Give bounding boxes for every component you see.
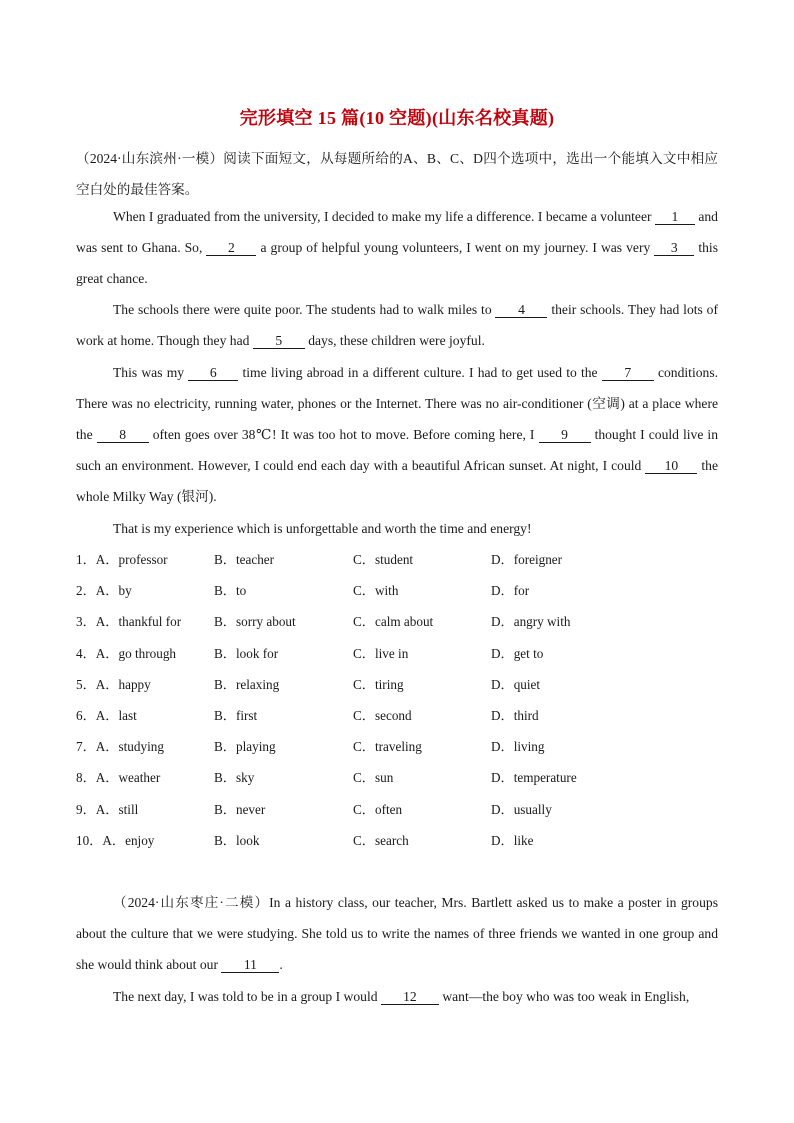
option-a: A．go through bbox=[95, 645, 177, 661]
option-d: D．quiet bbox=[491, 676, 541, 692]
passage1-paragraph-4: That is my experience which is unforgettable and worth the time and energy! bbox=[113, 521, 532, 536]
option-d: D．for bbox=[491, 583, 530, 599]
option-b: B．never bbox=[214, 801, 266, 817]
option-c: C．with bbox=[353, 583, 399, 599]
option-a: A．thankful for bbox=[95, 614, 182, 630]
option-d: D．get to bbox=[491, 645, 544, 661]
option-b: B．to bbox=[214, 583, 247, 599]
option-d: D．third bbox=[491, 707, 539, 723]
option-a: A．still bbox=[95, 801, 139, 817]
blank-5: 5 bbox=[253, 333, 305, 349]
blank-3: 3 bbox=[654, 240, 694, 256]
document-title: 完形填空 15 篇(10 空题)(山东名校真题) bbox=[239, 108, 555, 128]
question-row: 6．A．last B．first C．second D．third bbox=[76, 700, 718, 731]
option-b: B．relaxing bbox=[214, 676, 280, 692]
option-d: D．foreigner bbox=[491, 552, 563, 567]
option-d: D．temperature bbox=[491, 770, 577, 786]
option-c: C．tiring bbox=[353, 676, 404, 692]
passage1-paragraph-1: When I graduated from the university, I decided to make my life a difference. I became a volunteer 1 and was sent to Ghana. So, 2 a group of helpful young volunteers, I went on my journey. I was very 3 this great chance. bbox=[76, 209, 718, 286]
option-d: D．like bbox=[491, 832, 534, 848]
option-c: C．live in bbox=[353, 645, 409, 661]
blank-7: 7 bbox=[602, 365, 654, 381]
question-row: 3．A．thankful for B．sorry about C．calm about D．angry with bbox=[76, 606, 718, 637]
option-d: D．usually bbox=[491, 801, 552, 817]
question-row: 4．A．go through B．look for C．live in D．get to bbox=[76, 638, 718, 669]
passage2-paragraph-1: （2024·山东枣庄·二模）In a history class, our teacher, Mrs. Bartlett asked us to make a poster in groups about the culture that we were studying. She told us to write the names of three friends we wanted in one group and she would think about our 11 . bbox=[76, 895, 718, 972]
option-c: C．calm about bbox=[353, 614, 434, 630]
option-a: A．studying bbox=[95, 739, 164, 755]
passage2-paragraph-2: The next day, I was told to be in a group I would 12 want—the boy who was too weak in English, bbox=[113, 989, 690, 1004]
option-c: C．search bbox=[353, 832, 409, 848]
option-c: C．sun bbox=[353, 770, 394, 786]
option-a: A．last bbox=[95, 707, 137, 723]
blank-11: 11 bbox=[221, 957, 279, 973]
option-a: A．by bbox=[95, 583, 132, 599]
option-b: B．sky bbox=[214, 770, 255, 786]
question-row: 8．A．weather B．sky C．sun D．temperature bbox=[76, 762, 718, 793]
blank-2: 2 bbox=[206, 240, 256, 256]
blank-1: 1 bbox=[655, 209, 695, 225]
blank-6: 6 bbox=[188, 365, 238, 381]
option-c: C．often bbox=[353, 801, 403, 817]
option-a: A．enjoy bbox=[102, 832, 155, 848]
option-c: C．traveling bbox=[353, 739, 422, 755]
passage1-paragraph-3: This was my 6 time living abroad in a different culture. I had to get used to the 7 conditions. There was no electricity, running water, phones or the Internet. There was no air-conditioner (空调) at a place where the 8 often goes over 38℃! It was too hot to move. Before coming here, I 9 thought I could live in such an environment. However, I could end each day with a beautiful African sunset. At night, I could 10 the whole Milky Way (银河). bbox=[76, 365, 719, 504]
option-b: B．teacher bbox=[214, 552, 275, 567]
option-b: B．look bbox=[214, 832, 260, 848]
option-c: C．second bbox=[353, 707, 412, 723]
option-a: A．professor bbox=[95, 552, 168, 567]
option-b: B．playing bbox=[214, 739, 276, 755]
option-b: B．look for bbox=[214, 645, 279, 661]
question-row: 5．A．happy B．relaxing C．tiring D．quiet bbox=[76, 669, 718, 700]
option-d: D．living bbox=[491, 739, 545, 755]
blank-4: 4 bbox=[495, 302, 547, 318]
passage1-instructions: （2024·山东滨州·一模）阅读下面短文，从每题所给的A、B、C、D四个选项中，选出一个能填入文中相应空白处的最佳答案。 bbox=[76, 151, 718, 197]
blank-9: 9 bbox=[539, 427, 591, 443]
option-b: B．first bbox=[214, 707, 258, 723]
question-row: 2．A．by B．to C．with D．for bbox=[76, 575, 718, 606]
question-row: 9．A．still B．never C．often D．usually bbox=[76, 794, 718, 825]
option-b: B．sorry about bbox=[214, 614, 296, 630]
option-c: C．student bbox=[353, 552, 414, 567]
option-d: D．angry with bbox=[491, 614, 571, 630]
question-row: 10．A．enjoy B．look C．search D．like bbox=[76, 825, 718, 856]
option-a: A．happy bbox=[95, 676, 151, 692]
question-row: 1．A．professor B．teacher C．student D．foreigner bbox=[76, 544, 718, 575]
question-options bbox=[76, 544, 718, 856]
blank-8: 8 bbox=[97, 427, 149, 443]
question-row: 7．A．studying B．playing C．traveling D．living bbox=[76, 731, 718, 762]
blank-12: 12 bbox=[381, 989, 439, 1005]
passage1-paragraph-2: The schools there were quite poor. The students had to walk miles to 4 their schools. They had lots of work at home. Though they had 5 days, these children were joyful. bbox=[76, 302, 718, 348]
blank-10: 10 bbox=[645, 458, 697, 474]
option-a: A．weather bbox=[95, 770, 161, 786]
